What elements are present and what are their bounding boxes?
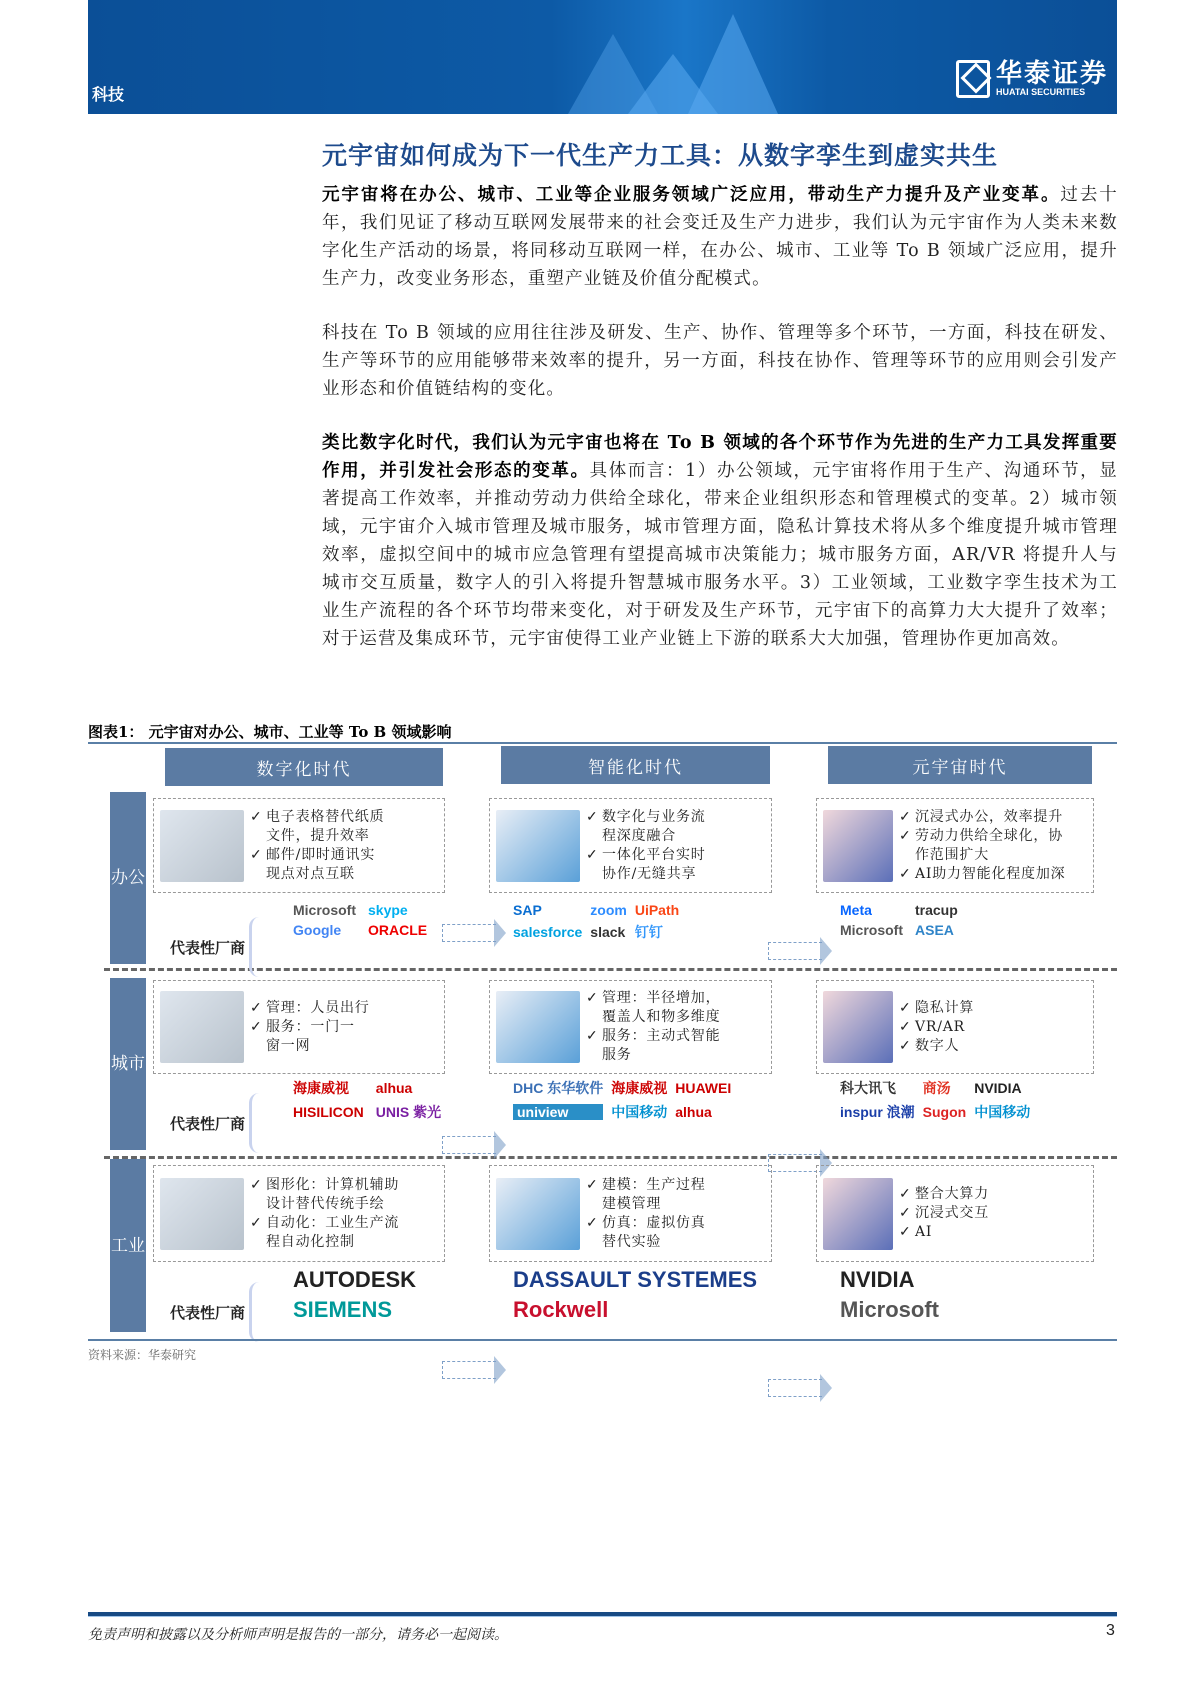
column-header-metaverse: 元宇宙时代 <box>828 746 1092 784</box>
feature-box <box>816 980 1094 1074</box>
bullet-point: ✓ AI助力智能化程度加深 <box>899 865 1065 884</box>
illustration-image <box>496 1178 580 1250</box>
bullet-point: 替代实验 <box>602 1233 662 1250</box>
feature-box <box>153 1165 445 1262</box>
divider <box>88 1339 1117 1341</box>
bullet-point: ✓ 隐私计算 <box>899 999 974 1018</box>
bullet-point: ✓ 数字人 <box>899 1037 974 1056</box>
paragraph-1 <box>322 181 1118 293</box>
bullet-point: 程自动化控制 <box>266 1233 355 1250</box>
vendor-label-text: 代表性厂商 <box>170 1303 246 1322</box>
row-label-industry <box>110 1159 146 1332</box>
feature-box <box>489 798 772 893</box>
bullet-point: ✓ 管理：半径增加， <box>586 989 720 1008</box>
bullet-list <box>899 808 1065 884</box>
vendor-logos <box>840 1078 1030 1122</box>
bullet-point: 窗一网 <box>266 1037 311 1054</box>
vendor-logos <box>513 1267 757 1323</box>
vendor-logo: salesforce <box>513 924 583 940</box>
row-label-text: 工业 <box>111 1235 145 1256</box>
footer-disclaimer: 免责声明和披露以及分析师声明是报告的一部分，请务必一起阅读。 <box>88 1627 508 1643</box>
figure-source: 资料来源：华泰研究 <box>88 1348 197 1362</box>
vendor-label <box>170 917 259 977</box>
brand-cn: 华泰证券 <box>995 59 1108 89</box>
vendor-logo: Rockwell <box>513 1297 609 1322</box>
bullet-point: 文件，提升效率 <box>266 827 370 844</box>
vendor-logo: 海康威视 <box>611 1080 668 1096</box>
divider <box>88 742 1117 744</box>
brace-icon <box>249 917 259 977</box>
bullet-point: 程深度融合 <box>602 827 676 844</box>
bullet-list <box>250 808 384 884</box>
vendor-logo: DASSAULT SYSTEMES <box>513 1267 758 1292</box>
figure-caption: 图表1： 元宇宙对办公、城市、工业等 To B 领域影响 <box>88 723 452 741</box>
paragraph-body: 科技在 To B 领域的应用往往涉及研发、生产、协作、管理等多个环节，一方面，科技在研发、生产等环节的应用能够带来效率的提升，另一方面，科技在协作、管理等环节的应用则会引发产业形态和价值链结构的变化。 <box>322 323 1118 399</box>
bullet-point: ✓ 服务：主动式智能 <box>586 1027 720 1046</box>
bullet-point: 覆盖人和物多维度 <box>602 1009 721 1025</box>
bullet-point: ✓ 仿真：虚拟仿真 <box>586 1214 706 1233</box>
arrow-right-icon <box>768 1154 822 1172</box>
feature-box <box>489 980 772 1074</box>
vendor-logo: SAP <box>513 902 542 918</box>
vendor-logo: HUAWEI <box>675 1080 732 1096</box>
vendor-logo: zoom <box>590 902 627 918</box>
vendor-logo: Microsoft <box>840 1297 939 1322</box>
vendor-logo: 商汤 <box>922 1080 951 1096</box>
vendor-logos <box>840 902 958 938</box>
row-label-city <box>110 978 146 1150</box>
vendor-logo: Meta <box>840 902 872 918</box>
vendor-label <box>170 1093 259 1153</box>
bullet-list <box>586 989 720 1065</box>
feature-box <box>489 1165 772 1262</box>
vendor-logo: tracup <box>915 902 958 918</box>
decor-triangle <box>688 14 778 114</box>
paragraph-lead: 元宇宙将在办公、城市、工业等企业服务领域广泛应用，带动生产力提升及产业变革。 <box>322 185 1061 205</box>
paragraph-body: 过去十年，我们见证了移动互联网发展带来的社会变迁及生产力进步，我们认为元宇宙作为人类未来数字化生产活动的场景，将同移动互联网一样，在办公、城市、工业等 To B 领域广泛应用，提升生产力，改变业务形态，重塑产业链及价值分配模式。 <box>322 185 1118 289</box>
column-header-digital: 数字化时代 <box>165 748 443 786</box>
bullet-list <box>586 808 706 884</box>
illustration-image <box>160 1178 244 1250</box>
paragraph-lead: 类比数字化时代，我们认为元宇宙也将在 To B 领域的各个环节作为先进的生产力工具发挥重要作用，并引发社会形态的变革。 <box>322 433 1118 481</box>
brace-icon <box>249 1093 259 1153</box>
bullet-list <box>250 999 370 1056</box>
vendor-logo: UiPath <box>634 902 680 918</box>
vendor-logo: Microsoft <box>840 922 903 938</box>
sector-label: 科技 <box>92 85 125 104</box>
vendor-logo: 科大讯飞 <box>840 1080 896 1096</box>
vendor-logos <box>513 902 679 942</box>
brand-en: HUATAI SECURITIES <box>995 87 1086 97</box>
vendor-logo: inspur 浪潮 <box>840 1104 915 1120</box>
bullet-point: ✓ 邮件/即时通讯实 <box>250 846 384 865</box>
arrow-right-icon <box>768 942 822 960</box>
section-title: 元宇宙如何成为下一代生产力工具：从数字孪生到虚实共生 <box>322 141 999 170</box>
row-separator <box>104 1156 1117 1159</box>
bullet-point: ✓ 一体化平台实时 <box>586 846 706 865</box>
illustration-image <box>823 1178 893 1250</box>
bullet-point: 协作/无缝共享 <box>602 865 697 882</box>
bullet-point: ✓ 沉浸式办公，效率提升 <box>899 808 1065 827</box>
bullet-point: 作范围扩大 <box>915 846 989 863</box>
row-label-office <box>110 792 146 964</box>
bullet-point: ✓ 自动化：工业生产流 <box>250 1214 399 1233</box>
vendor-logos <box>293 1267 416 1323</box>
vendor-logo: DHC 东华软件 <box>513 1080 604 1096</box>
vendor-logos <box>840 1267 939 1323</box>
vendor-logo: 海康威视 <box>293 1080 349 1096</box>
arrow-right-icon <box>442 924 496 942</box>
arrow-right-icon <box>442 1136 496 1154</box>
bullet-point: 建模管理 <box>602 1195 662 1212</box>
paragraph-2 <box>322 319 1118 403</box>
vendor-logo: NVIDIA <box>840 1267 915 1292</box>
illustration-image <box>496 991 580 1063</box>
bullet-point: 服务 <box>602 1047 632 1063</box>
illustration-image <box>160 991 244 1063</box>
vendor-logo: alhua <box>675 1104 712 1120</box>
feature-box <box>816 798 1094 893</box>
feature-box <box>153 798 445 893</box>
paragraph-body: 具体而言：1）办公领域，元宇宙将作用于生产、沟通环节，显著提高工作效率，并推动劳动力供给全球化，带来企业组织形态和管理模式的变革。2）城市领域，元宇宙介入城市管理及城市服务，城市管理方面，隐私计算技术将从多个维度提升城市管理效率，虚拟空间中的城市应急管理有望提高城市决策能力；城市服务方面，AR/VR 将提升人与城市交互质量，数字人的引入将提升智慧城市服务水平。3）工业领域，工业数字孪生技术为工业生产流程的各个环节均带来变化，对于研发及生产环节，元宇宙下的高算力大大提升了效率；对于运营及集成环节，元宇宙使得工业产业链上下游的联系大大加强，管理协作更加高效。 <box>322 461 1118 649</box>
vendor-logo: AUTODESK <box>293 1267 417 1292</box>
vendor-label-text: 代表性厂商 <box>170 1114 246 1133</box>
bullet-point: ✓ 劳动力供给全球化，协 <box>899 827 1065 846</box>
bullet-list <box>250 1176 399 1252</box>
vendor-logo: 中国移动 <box>611 1104 668 1120</box>
feature-box <box>816 1165 1094 1262</box>
vendor-logo: skype <box>368 902 408 918</box>
page-number: 3 <box>1106 1622 1115 1639</box>
bullet-point: ✓ 图形化：计算机辅助 <box>250 1176 399 1195</box>
vendor-label-text: 代表性厂商 <box>170 938 246 957</box>
vendor-logos <box>293 1078 441 1122</box>
bullet-list <box>899 1185 989 1242</box>
vendor-logos <box>293 902 427 938</box>
vendor-logo: Microsoft <box>293 902 356 918</box>
huatai-logo <box>956 60 1108 98</box>
vendor-logo: 钉钉 <box>634 924 663 940</box>
arrow-right-icon <box>442 1361 496 1379</box>
arrow-right-icon <box>768 1379 822 1397</box>
vendor-logo: HISILICON <box>293 1104 364 1120</box>
bullet-point: ✓ AI <box>899 1223 989 1242</box>
row-label-text: 办公 <box>111 868 145 888</box>
illustration-image <box>160 810 244 882</box>
bullet-point: ✓ VR/AR <box>899 1018 974 1037</box>
vendor-logos <box>513 1078 731 1122</box>
illustration-image <box>496 810 580 882</box>
bullet-point: 设计替代传统手绘 <box>266 1195 385 1212</box>
column-header-intelligent: 智能化时代 <box>501 746 770 784</box>
vendor-logo: SIEMENS <box>293 1297 393 1322</box>
bullet-point: ✓ 建模：生产过程 <box>586 1176 706 1195</box>
bullet-list <box>899 999 974 1056</box>
vendor-logo: Google <box>293 922 342 938</box>
feature-box <box>153 980 445 1074</box>
bullet-point: ✓ 电子表格替代纸质 <box>250 808 384 827</box>
vendor-label <box>170 1282 259 1342</box>
body-text <box>322 181 1118 679</box>
bullet-point: ✓ 整合大算力 <box>899 1185 989 1204</box>
vendor-logo: alhua <box>375 1080 413 1096</box>
brace-icon <box>249 1282 259 1342</box>
vendor-logo: slack <box>590 924 626 940</box>
bullet-point: ✓ 服务：一门一 <box>250 1018 370 1037</box>
bullet-point: 现点对点互联 <box>266 865 355 882</box>
paragraph-3 <box>322 429 1118 653</box>
bullet-list <box>586 1176 706 1252</box>
bullet-point: ✓ 沉浸式交互 <box>899 1204 989 1223</box>
vendor-logo: UNIS 紫光 <box>375 1104 442 1120</box>
vendor-logo: uniview <box>513 1104 603 1120</box>
vendor-logo: NVIDIA <box>974 1080 1022 1096</box>
illustration-image <box>823 810 893 882</box>
row-label-text: 城市 <box>111 1054 145 1074</box>
vendor-logo: Sugon <box>922 1104 967 1120</box>
huatai-logo-icon <box>956 60 990 98</box>
vendor-logo: 中国移动 <box>974 1104 1031 1120</box>
footer-divider <box>88 1612 1117 1617</box>
bullet-point: ✓ 数字化与业务流 <box>586 808 706 827</box>
illustration-image <box>823 991 893 1063</box>
vendor-logo: ASEA <box>915 922 954 938</box>
bullet-point: ✓ 管理：人员出行 <box>250 999 370 1018</box>
vendor-logo: ORACLE <box>368 922 428 938</box>
